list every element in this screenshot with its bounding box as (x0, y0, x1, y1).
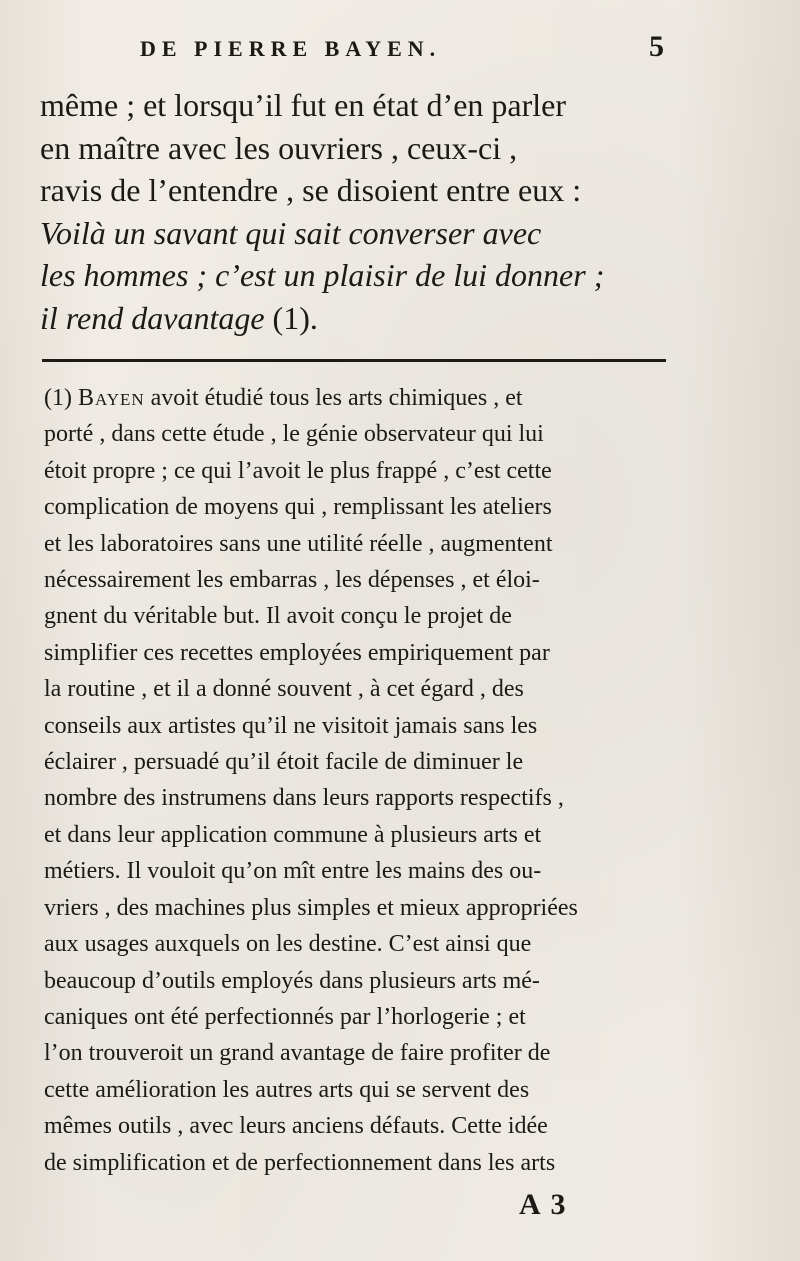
footnote-line: vriers , des machines plus simples et mieux appropriées (44, 894, 578, 921)
footnote-reference: (1). (264, 299, 318, 336)
footnote-line: l’on trouveroit un grand avantage de faire profiter de (44, 1040, 551, 1067)
footnote-line: mêmes outils , avec leurs anciens défauts. Cette idée (44, 1113, 548, 1140)
main-text-line: même ; et lorsqu’il fut en état d’en parler (40, 87, 567, 123)
footnote-line: conseils aux artistes qu’il ne visitoit jamais sans les (44, 712, 538, 739)
footnote-name: Bayen (77, 385, 145, 411)
footnote (44, 380, 674, 1181)
footnote-line: étoit propre ; ce qui l’avoit le plus frappé , c’est cette (44, 457, 552, 484)
running-head: DE PIERRE BAYEN. (140, 36, 442, 61)
footnote-line: aux usages auxquels on les destine. C’est ainsi que (44, 931, 532, 958)
main-text (40, 84, 670, 339)
footnote-line: et dans leur application commune à plusieurs arts et (44, 821, 542, 848)
signature-mark: A 3 (519, 1188, 568, 1221)
footnote-line: métiers. Il vouloit qu’on mît entre les mains des ou- (44, 858, 542, 885)
footnote-line: simplifier ces recettes employées empiriquement par (44, 639, 550, 666)
footnote-line: nombre des instrumens dans leurs rapports respectifs , (44, 785, 564, 812)
footnote-line: éclairer , persuadé qu’il étoit facile de diminuer le (44, 749, 524, 776)
footnote-line (44, 380, 674, 416)
quoted-line: Voilà un savant qui sait converser avec (40, 214, 542, 251)
footnote-line-text: avoit étudié tous les arts chimiques , et (144, 385, 523, 411)
footnote-rule (42, 359, 666, 362)
main-text-last-line (40, 297, 670, 340)
footnote-line: caniques ont été perfectionnés par l’horlogerie ; et (44, 1003, 526, 1030)
main-text-line: ravis de l’entendre , se disoient entre eux : (40, 172, 582, 208)
page-number: 5 (649, 30, 664, 63)
footnote-line: de simplification et de perfectionnement dans les arts (44, 1149, 556, 1176)
footnote-line: beaucoup d’outils employés dans plusieurs arts mé- (44, 967, 540, 994)
footnote-line: complication de moyens qui , remplissant les ateliers (44, 494, 552, 521)
footnote-line: et les laboratoires sans une utilité réelle , augmentent (44, 530, 553, 557)
quoted-line-end: il rend davantage (40, 299, 265, 336)
footnote-line: la routine , et il a donné souvent , à cet égard , des (44, 676, 524, 703)
footnote-line: cette amélioration les autres arts qui se servent des (44, 1076, 530, 1103)
footnote-line: nécessairement les embarras , les dépenses , et éloi- (44, 567, 540, 594)
footnote-line: gnent du véritable but. Il avoit conçu le projet de (44, 603, 512, 630)
footnote-marker: (1) (44, 385, 78, 411)
main-text-line: en maître avec les ouvriers , ceux-ci , (40, 129, 518, 166)
footnote-line: porté , dans cette étude , le génie observateur qui lui (44, 421, 544, 448)
quoted-line: les hommes ; c’est un plaisir de lui donner ; (40, 257, 605, 293)
